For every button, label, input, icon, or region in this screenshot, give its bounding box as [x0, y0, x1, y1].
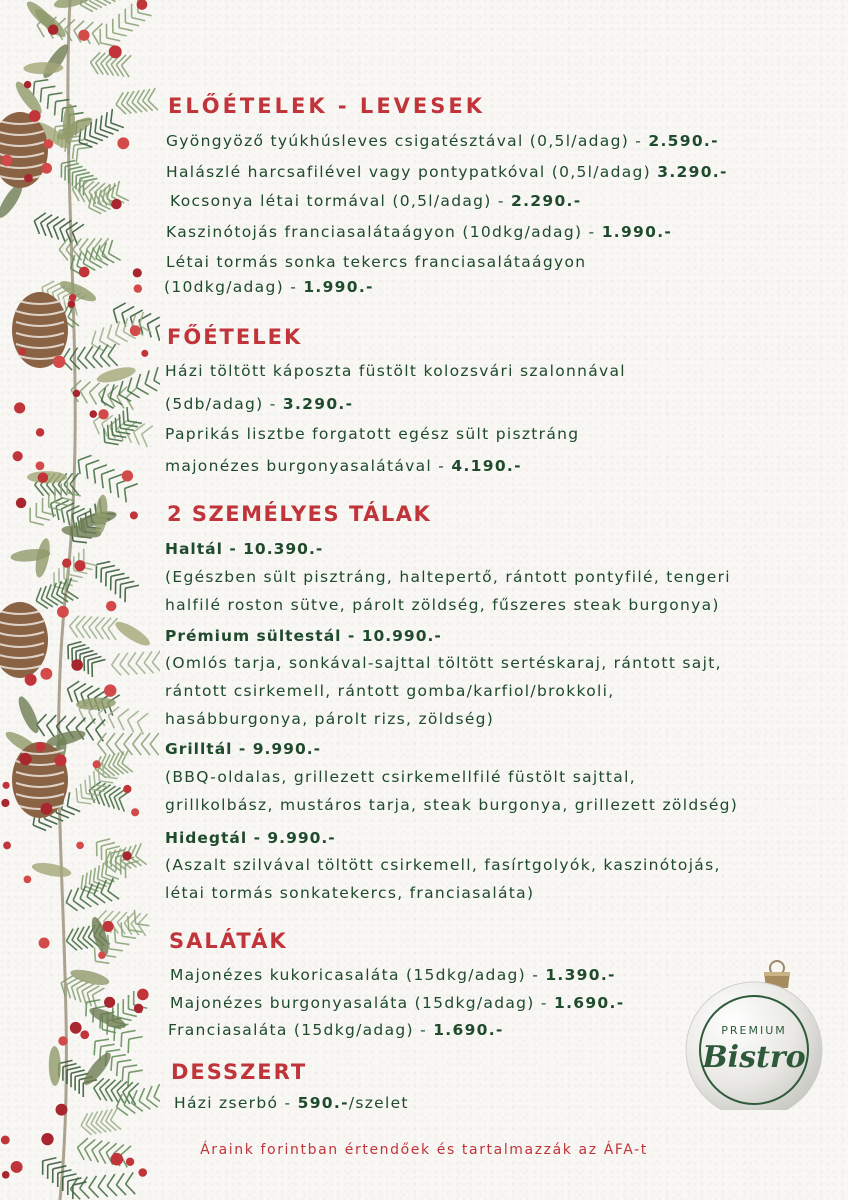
menu-item: Házi töltött káposzta füstölt kolozsvári szalonnával: [165, 362, 626, 380]
section-title-dessert: DESSZERT: [171, 1060, 308, 1084]
platter-description: halfilé roston sütve, párolt zöldség, fűszeres steak burgonya): [165, 596, 720, 614]
menu-item: Majonézes burgonyasaláta (15dkg/adag) - 1.690.-: [170, 994, 625, 1012]
menu-item: Paprikás lisztbe forgatott egész sült pisztráng: [165, 425, 580, 443]
platter-name: Hidegtál - 9.990.-: [165, 829, 336, 847]
premium-bistro-logo: [672, 950, 832, 1110]
platter-name: Grilltál - 9.990.-: [165, 740, 322, 758]
logo-main-text: Bistro: [702, 1040, 806, 1075]
menu-item: Házi zserbó - 590.-/szelet: [174, 1094, 409, 1112]
menu-item: Majonézes kukoricasaláta (15dkg/adag) - 1.390.-: [170, 966, 616, 984]
menu-item: (5db/adag) - 3.290.-: [165, 395, 354, 413]
menu-item: majonézes burgonyasalátával - 4.190.-: [165, 457, 522, 475]
platter-description: grillkolbász, mustáros tarja, steak burgonya, grillezett zöldség): [165, 796, 739, 814]
platter-name: Prémium sültestál - 10.990.-: [165, 627, 442, 645]
menu-item: Létai tormás sonka tekercs franciasalátaágyon: [166, 253, 587, 271]
section-title-platters: 2 SZEMÉLYES TÁLAK: [167, 502, 432, 526]
platter-description: (Aszalt szilvával töltött csirkemell, fasírtgolyók, kaszinótojás,: [165, 856, 721, 874]
section-title-starters: ELŐÉTELEK - LEVESEK: [168, 94, 485, 118]
price-note: Áraink forintban értendőek és tartalmazzák az ÁFA-t: [200, 1142, 648, 1158]
platter-description: rántott csirkemell, rántott gomba/karfiol/brokkoli,: [165, 682, 615, 700]
platter-description: létai tormás sonkatekercs, franciasaláta): [165, 884, 535, 902]
menu-item: Kaszinótojás franciasalátaágyon (10dkg/adag) - 1.990.-: [166, 223, 673, 241]
section-title-salads: SALÁTÁK: [169, 929, 288, 953]
menu-item: (10dkg/adag) - 1.990.-: [164, 278, 374, 296]
menu-item: Franciasaláta (15dkg/adag) - 1.690.-: [168, 1021, 504, 1039]
platter-description: (Omlós tarja, sonkával-sajttal töltött sertéskaraj, rántott sajt,: [165, 654, 722, 672]
menu-item: Kocsonya létai tormával (0,5l/adag) - 2.290.-: [170, 192, 582, 210]
platter-description: (BBQ-oldalas, grillezett csirkemellfilé füstölt sajttal,: [165, 768, 636, 786]
menu-item: Gyöngyöző tyúkhúsleves csigatésztával (0,5l/adag) - 2.590.-: [166, 132, 719, 150]
platter-name: Haltál - 10.390.-: [165, 540, 324, 558]
platter-description: (Egészben sült pisztráng, haltepertő, rántott pontyfilé, tengeri: [165, 568, 731, 586]
platter-description: hasábburgonya, párolt rizs, zöldség): [165, 710, 495, 728]
logo-top-text: PREMIUM: [721, 1024, 787, 1037]
section-title-mains: FŐÉTELEK: [167, 325, 303, 349]
menu-item: Halászlé harcsafilével vagy pontypatkóval (0,5l/adag) 3.290.-: [166, 163, 728, 181]
